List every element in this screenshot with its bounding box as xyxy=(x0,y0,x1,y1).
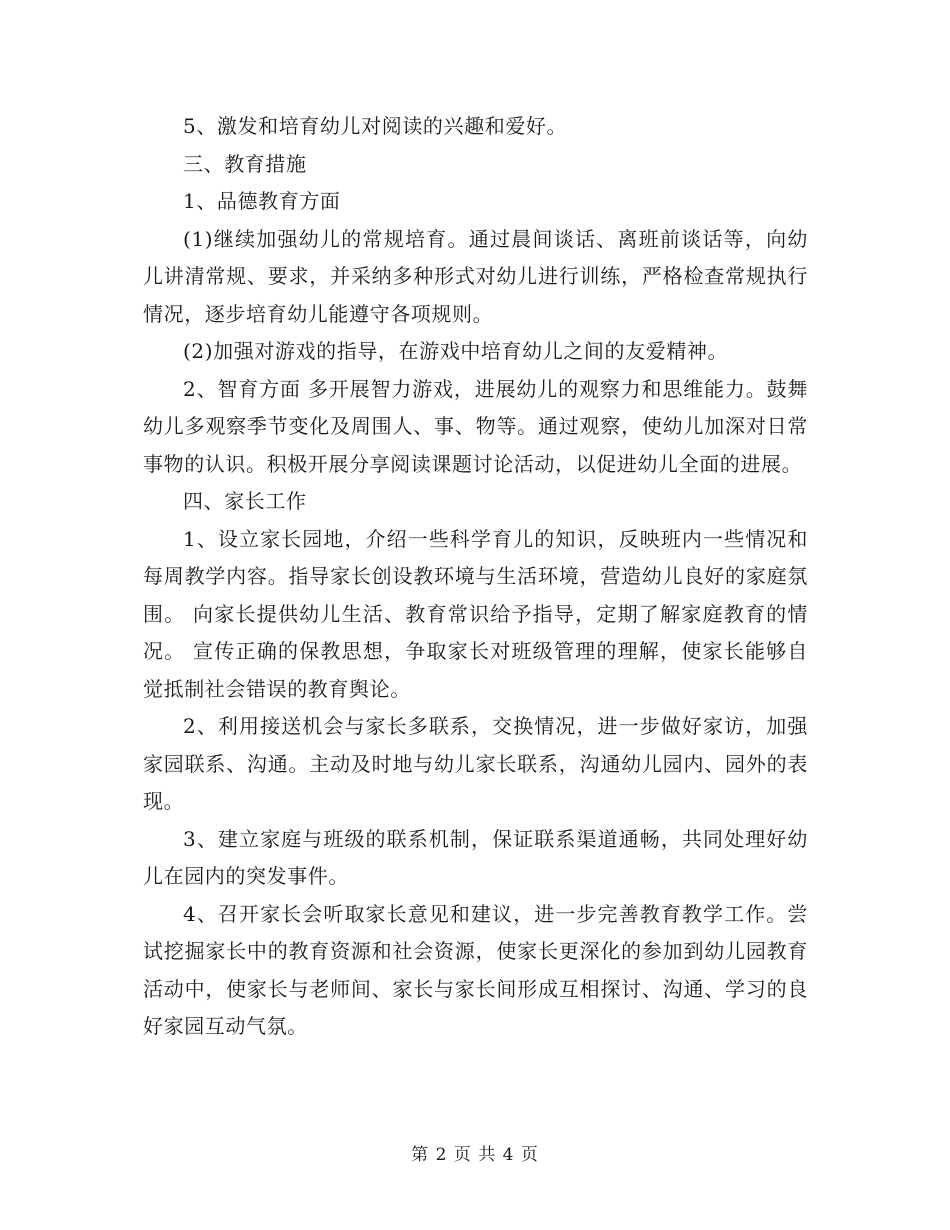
document-body xyxy=(143,108,808,1046)
heading-moral-education: 1、品德教育方面 xyxy=(183,189,341,213)
paragraph-routine-training: (1)继续加强幼儿的常规培育。通过晨间谈话、离班前谈话等，向幼儿讲清常规、要求，并采纳多种形式对幼儿进行训练，严格检查常规执行情况，逐步培育幼儿能遵守各项规则。 xyxy=(143,226,808,326)
paragraph-intellectual-education: 2、智育方面 多开展智力游戏，进展幼儿的观察力和思维能力。鼓舞幼儿多观察季节变化及周围人、事、物等。通过观察，使幼儿加深对日常事物的认识。积极开展分享阅读课题讨论活动，以促进幼儿全面的进展。 xyxy=(143,376,808,476)
heading-parent-work: 四、家长工作 xyxy=(183,489,307,513)
paragraph-reading-interest: 5、激发和培育幼儿对阅读的兴趣和爱好。 xyxy=(183,114,568,138)
page-number-footer: 第 2 页 共 4 页 xyxy=(411,1145,539,1165)
paragraph-game-guidance: (2)加强对游戏的指导，在游戏中培育幼儿之间的友爱精神。 xyxy=(183,339,729,363)
paragraph-parent-meeting: 4、召开家长会听取家长意见和建议，进一步完善教育教学工作。尝试挖掘家长中的教育资源和社会资源，使家长更深化的参加到幼儿园教育活动中，使家长与老师间、家长与家长间形成互相探讨、沟通、学习的良好家园互动气氛。 xyxy=(143,901,808,1038)
paragraph-contact-mechanism: 3、建立家庭与班级的联系机制，保证联系渠道通畅，共同处理好幼儿在园内的突发事件。 xyxy=(143,826,808,888)
paragraph-parent-contact: 2、利用接送机会与家长多联系，交换情况，进一步做好家访，加强家园联系、沟通。主动及时地与幼儿家长联系，沟通幼儿园内、园外的表现。 xyxy=(143,714,808,813)
heading-education-measures: 三、教育措施 xyxy=(183,151,307,176)
paragraph-parent-garden: 1、设立家长园地，介绍一些科学育儿的知识，反映班内一些情况和每周教学内容。指导家长创设教环境与生活环境，营造幼儿良好的家庭氛围。 向家长提供幼儿生活、教育常识给予指导，定期了解家庭教育的情况。 宣传正确的保教思想，争取家长对班级管理的理解，使家长能够自觉抵制社会错误的教育舆论。 xyxy=(143,526,808,701)
